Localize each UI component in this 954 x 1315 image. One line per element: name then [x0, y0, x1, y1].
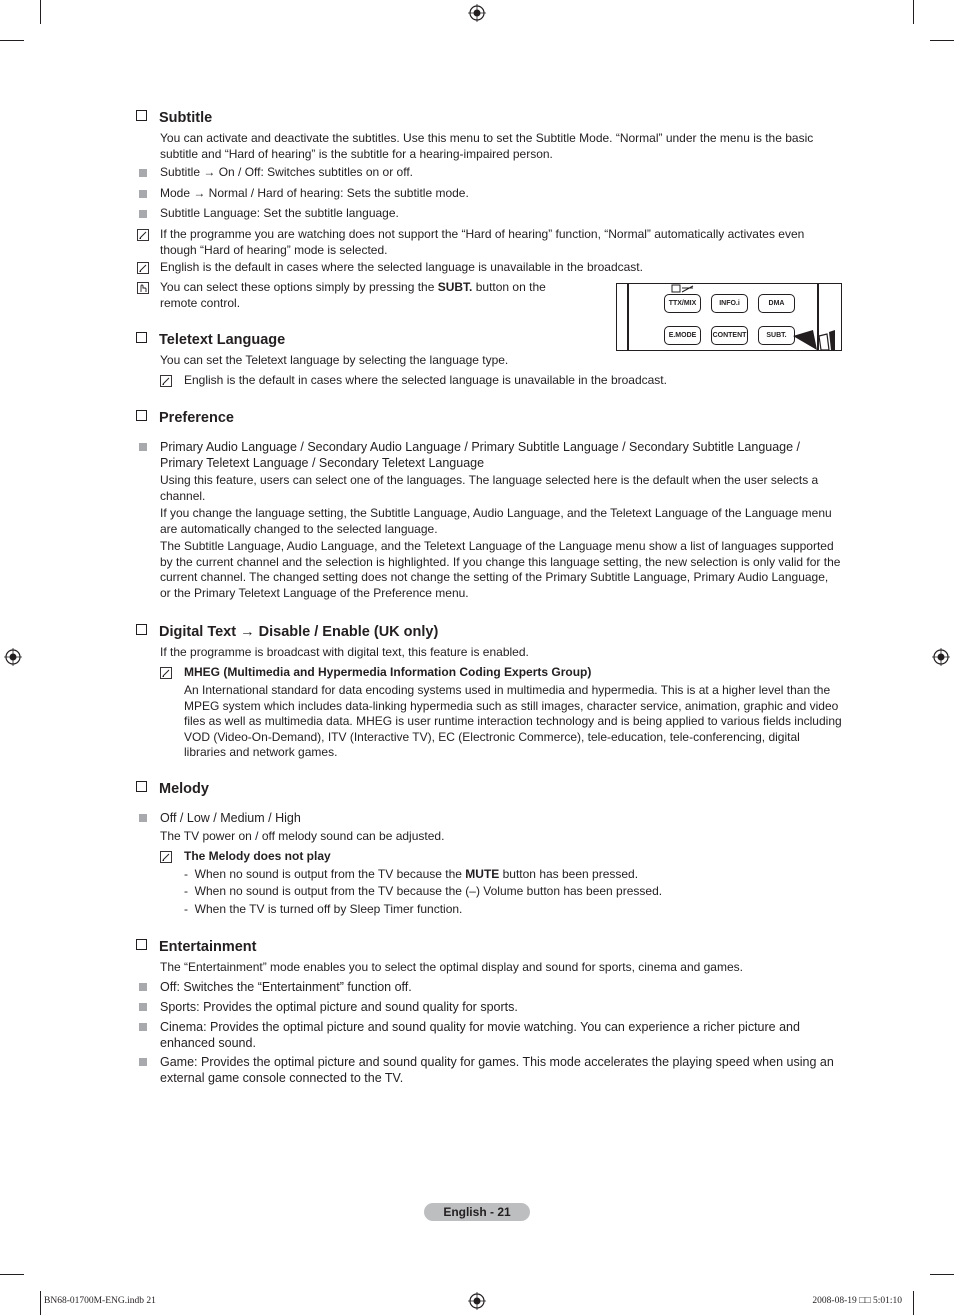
remote-control-illustration: [616, 283, 842, 351]
note-text: English is the default in cases where the selected language is unavailable in the broadcast.: [184, 373, 667, 387]
dash-text-end: button has been pressed.: [499, 867, 639, 881]
gray-square-bullet-icon: [139, 1058, 147, 1066]
crop-mark: [0, 40, 24, 41]
tip-text: You can select these options simply by pressing the: [160, 280, 438, 294]
note-pencil-icon: [160, 375, 172, 387]
ttx-mix-button: TTX/MIX: [664, 294, 701, 313]
dash-item: [184, 902, 462, 917]
checkbox-square-icon: [136, 332, 147, 343]
heading-text: Teletext Language: [159, 332, 286, 348]
dash-text: When the TV is turned off by Sleep Timer function.: [194, 902, 463, 916]
crop-mark: [40, 0, 41, 24]
list-item: Game: Provides the optimal picture and sound quality for games. This mode accelerates the playing speed when using an external game console connected to the TV.: [160, 1055, 834, 1085]
ttx-icon: [671, 284, 695, 294]
note-pencil-icon: [137, 262, 149, 274]
subt-button: SUBT.: [758, 326, 795, 345]
list-item: Subtitle Language: Set the subtitle language.: [160, 206, 399, 220]
subtitle-intro: You can activate and deactivate the subtitles. Use this menu to set the Subtitle Mode. “Normal” under the menu is the basic subtitle and “Hard of hearing” is the subtitle for a hearing-impaired person.: [160, 131, 814, 161]
e-mode-button: E.MODE: [664, 326, 701, 345]
subt-button-name: SUBT.: [437, 280, 473, 294]
note-pencil-icon: [137, 229, 149, 241]
digital-text-intro: If the programme is broadcast with digital text, this feature is enabled.: [160, 645, 529, 659]
gray-square-bullet-icon: [139, 983, 147, 991]
registration-mark-icon: [468, 4, 486, 22]
note-pencil-icon: [160, 851, 172, 863]
crop-mark: [930, 1274, 954, 1275]
gray-square-bullet-icon: [139, 443, 147, 451]
dash-text: When no sound is output from the TV because the (–) Volume button has been pressed.: [194, 884, 663, 898]
note-title: The Melody does not play: [184, 849, 331, 863]
list-item: Cinema: Provides the optimal picture and sound quality for movie watching. You can experience a richer picture and enhanced sound.: [160, 1020, 800, 1050]
footer-timestamp: 2008-08-19 □□ 5:01:10: [812, 1296, 902, 1306]
checkbox-square-icon: [136, 110, 147, 121]
note-text: If the programme you are watching does not support the “Hard of hearing” function, “Normal” automatically activates even though “Hard of hearing” mode is selected.: [160, 227, 805, 257]
gray-square-bullet-icon: [139, 190, 147, 198]
dash-item: [184, 884, 662, 899]
heading-text: Subtitle: [159, 110, 213, 126]
dash-text: When no sound is output from the TV because the: [194, 867, 466, 881]
dash-mark: -: [184, 867, 188, 881]
entertainment-intro: The “Entertainment” mode enables you to select the optimal display and sound for sports, cinema and games.: [160, 960, 743, 974]
footer-file-info: BN68-01700M-ENG.indb 21: [44, 1296, 156, 1306]
section-heading-melody: [136, 780, 209, 798]
list-item: Off: Switches the “Entertainment” function off.: [160, 980, 412, 994]
crop-mark: [40, 1291, 41, 1315]
crop-mark: [913, 1291, 914, 1315]
registration-mark-icon: [4, 648, 22, 666]
list-item: Primary Audio Language / Secondary Audio Language / Primary Subtitle Language / Secondary Subtitle Language / Primary Teletext Language / Secondary Teletext Language: [160, 440, 801, 470]
section-heading-teletext-language: [136, 331, 285, 349]
crop-mark: [913, 0, 914, 24]
remote-hand-icon: [137, 282, 149, 294]
melody-desc: The TV power on / off melody sound can be adjusted.: [160, 829, 445, 843]
mute-button-name: MUTE: [465, 867, 500, 881]
checkbox-square-icon: [136, 939, 147, 950]
teletext-intro: You can set the Teletext language by selecting the language type.: [160, 353, 509, 367]
section-heading-entertainment: [136, 938, 257, 956]
dash-item: [184, 867, 638, 882]
list-item: Sports: Provides the optimal picture and sound quality for sports.: [160, 1000, 518, 1014]
list-item: Off / Low / Medium / High: [160, 811, 301, 825]
heading-text: Preference: [159, 410, 234, 426]
gray-square-bullet-icon: [139, 169, 147, 177]
checkbox-square-icon: [136, 624, 147, 635]
dash-mark: -: [184, 902, 188, 916]
checkbox-square-icon: [136, 781, 147, 792]
gray-square-bullet-icon: [139, 210, 147, 218]
dash-mark: -: [184, 884, 188, 898]
crop-mark: [930, 40, 954, 41]
tip-text-end: button on the remote control.: [160, 280, 546, 310]
crop-mark: [0, 1274, 24, 1275]
list-item: Mode → Normal / Hard of hearing: Sets the subtitle mode.: [160, 186, 469, 200]
section-heading-digital-text: [136, 623, 438, 641]
checkbox-square-icon: [136, 410, 147, 421]
registration-mark-icon: [468, 1292, 486, 1310]
heading-text: Melody: [159, 781, 209, 797]
registration-mark-icon: [932, 648, 950, 666]
note-body: An International standard for data encoding systems used in multimedia and hypermedia. This is at a higher level than the MPEG system which includes data-linking hypermedia such as still images, character service, animation, graphic and video files as well as multimedia data. MHEG is user runtime interaction technology and is being applied to various fields including VOD (Video-On-Demand), ITV (Interactive TV), EC (Electronic Commerce), tele-education, tele-conferencing, digital libraries and network games.: [184, 683, 842, 759]
gray-square-bullet-icon: [139, 1023, 147, 1031]
page-number-label: English - 21: [424, 1203, 530, 1221]
list-item: Subtitle → On / Off: Switches subtitles on or off.: [160, 165, 414, 179]
content-button: CONTENT: [711, 326, 748, 345]
heading-text: Digital Text → Disable / Enable (UK only): [159, 624, 439, 640]
preference-paragraph: Using this feature, users can select one of the languages. The language selected here is the default when the user selects a channel.: [160, 473, 819, 503]
section-heading-subtitle: [136, 109, 212, 127]
gray-square-bullet-icon: [139, 814, 147, 822]
note-text: English is the default in cases where the selected language is unavailable in the broadcast.: [160, 260, 643, 274]
gray-square-bullet-icon: [139, 1003, 147, 1011]
heading-text: Entertainment: [159, 939, 257, 955]
section-heading-preference: [136, 409, 234, 427]
note-title: MHEG (Multimedia and Hypermedia Information Coding Experts Group): [184, 665, 592, 679]
pointing-hand-icon: [791, 326, 837, 350]
remote-edge: [627, 284, 629, 350]
remote-tip: [160, 280, 580, 311]
info-button: INFO.i: [711, 294, 748, 313]
preference-paragraph: If you change the language setting, the Subtitle Language, Audio Language, and the Teletext Language of the Language menu are automatically changed to the selected language.: [160, 506, 832, 536]
note-pencil-icon: [160, 667, 172, 679]
dma-button: DMA: [758, 294, 795, 313]
preference-paragraph: The Subtitle Language, Audio Language, and the Teletext Language of the Language menu show a list of languages supported by the current channel and the selection is highlighted. If you change this language setting, the new selection is only valid for the current channel. The changed setting does not change the setting of the Primary Subtitle Language, Primary Audio Language, or the Primary Teletext Language of the Preference menu.: [160, 539, 841, 600]
